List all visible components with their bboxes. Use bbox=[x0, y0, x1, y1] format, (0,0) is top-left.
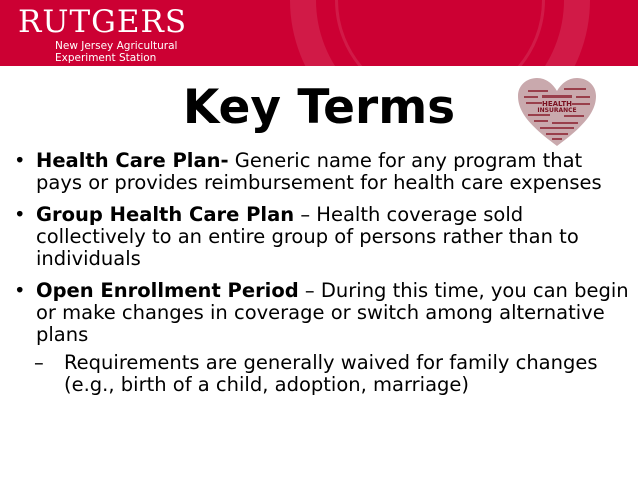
header-banner bbox=[0, 0, 638, 66]
logo-subtitle-line1: New Jersey Agricultural bbox=[55, 40, 178, 52]
term-health-care-plan: Health Care Plan- bbox=[36, 149, 229, 172]
bullet-dot: • bbox=[14, 149, 26, 172]
heart-word-1: HEALTH bbox=[542, 100, 572, 108]
seal-watermark-inner bbox=[335, 0, 545, 66]
heart-word-2: INSURANCE bbox=[537, 107, 577, 114]
logo-subtitle-line2: Experiment Station bbox=[55, 52, 157, 64]
sub-bullet-dash: – bbox=[34, 351, 44, 374]
sub-bullet-requirements bbox=[14, 352, 629, 396]
term-group-health-care-plan: Group Health Care Plan bbox=[36, 203, 295, 226]
heart-word-cloud-icon bbox=[516, 76, 598, 148]
bullet-group-health-care-plan bbox=[14, 204, 629, 270]
definition-open-enrollment-period: – During this time, you can begin or make changes in coverage or switch among alternative plans bbox=[36, 279, 629, 346]
slide-content bbox=[14, 150, 629, 396]
bullet-open-enrollment-period bbox=[14, 280, 629, 346]
term-open-enrollment-period: Open Enrollment Period bbox=[36, 279, 299, 302]
sub-bullet-text: Requirements are generally waived for family changes (e.g., birth of a child, adoption, marriage) bbox=[64, 351, 598, 396]
logo-subtitle bbox=[55, 40, 177, 64]
rutgers-logo: RUTGERS bbox=[18, 4, 188, 40]
slide-title: Key Terms bbox=[182, 80, 456, 135]
bullet-dot: • bbox=[14, 203, 26, 226]
bullet-health-care-plan bbox=[14, 150, 629, 194]
bullet-dot: • bbox=[14, 279, 26, 302]
definition-group-health-care-plan: – Health coverage sold collectively to an entire group of persons rather than to individuals bbox=[36, 203, 579, 270]
definition-health-care-plan: Generic name for any program that pays or provides reimbursement for health care expenses bbox=[36, 149, 602, 194]
